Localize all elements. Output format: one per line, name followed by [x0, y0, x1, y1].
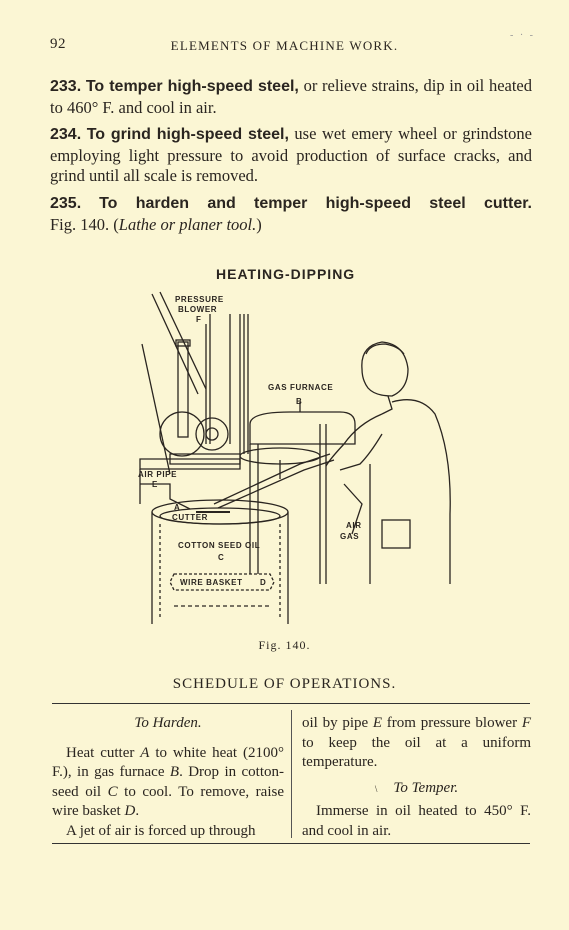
text-run: C	[107, 783, 118, 800]
paragraph-number: 234.	[50, 126, 82, 143]
label-pressure: PRESSURE	[175, 295, 224, 304]
running-title: ELEMENTS OF MACHINE WORK.	[170, 38, 399, 53]
continuation-text	[302, 714, 531, 773]
figure-reference: Fig. 140. (	[50, 214, 119, 234]
schedule-title: SCHEDULE OF OPERATIONS.	[172, 676, 397, 692]
tool-note: Lathe or planer tool.	[118, 214, 257, 234]
heating-dipping-illustration	[130, 284, 460, 630]
label-cutter: CUTTER	[172, 513, 209, 522]
text-run: F	[521, 715, 531, 731]
text-run: from pressure blower	[382, 715, 522, 731]
paragraph-235	[50, 193, 532, 235]
paragraph-lead: To temper high-speed steel,	[85, 78, 299, 95]
text-run: D	[124, 803, 136, 819]
text-run: to white heat (2100° F.), in gas furnace	[52, 744, 284, 780]
label-wire-basket: WIRE BASKET	[180, 578, 243, 587]
harden-column	[52, 714, 284, 841]
corner-mark: - · -	[510, 30, 535, 41]
paragraph-number: 235.	[50, 195, 82, 212]
label-d: D	[260, 578, 267, 587]
paragraph-233	[50, 76, 532, 118]
paragraph-body: use wet emery wheel or grindstone employing light pressure to avoid production of surface cracks, and grind until all scale is removed.	[50, 124, 533, 185]
text-run: A	[140, 744, 150, 761]
label-air-pipe: AIR PIPE	[138, 470, 178, 479]
jet-line: A jet of air is forced up through	[66, 822, 256, 839]
label-c: C	[218, 553, 225, 562]
text-run: B	[169, 764, 180, 780]
temper-text: Immerse in oil heated to 450° F. and cool in air.	[302, 803, 531, 839]
text-run: . Drop in cotton-seed oil	[52, 764, 285, 800]
figure-caption: Fig. 140.	[258, 638, 311, 652]
column-divider	[291, 710, 292, 838]
label-b: B	[296, 397, 303, 406]
label-air: AIR	[346, 521, 362, 530]
temper-heading-row	[302, 779, 531, 800]
paragraph-234	[50, 124, 532, 187]
label-cotton-seed-oil: COTTON SEED OIL	[178, 541, 261, 550]
text-run: to cool. To remove, raise wire basket	[52, 783, 284, 819]
label-blower: BLOWER	[178, 305, 218, 314]
figure-title: HEATING-DIPPING	[216, 266, 356, 282]
paragraph-lead: To harden and temper high-speed steel cutter.	[99, 195, 533, 212]
label-gas-furnace: GAS FURNACE	[268, 383, 334, 392]
paragraph-body: or relieve strains, dip in oil heated to 460° F. and cool in air.	[50, 76, 533, 117]
paragraph-number: 233.	[50, 78, 82, 95]
harden-text	[52, 744, 284, 822]
label-e: E	[152, 480, 158, 489]
text-run: oil by pipe	[302, 715, 373, 731]
text-run: Heat cutter	[66, 744, 141, 761]
temper-heading: To Temper.	[393, 779, 459, 796]
harden-heading: To Harden.	[134, 715, 202, 731]
temper-mark: \	[374, 783, 378, 794]
label-gas: GAS	[340, 532, 360, 541]
label-f: F	[196, 315, 202, 324]
text-run: .	[135, 803, 140, 819]
text-run: to keep the oil at a uniform temperature.	[302, 734, 531, 770]
table-bottom-rule	[52, 843, 530, 844]
text-run: E	[372, 715, 383, 731]
paren-close: )	[256, 214, 262, 234]
page-number: 92	[50, 36, 66, 52]
table-top-rule	[52, 703, 530, 704]
paragraph-lead: To grind high-speed steel,	[86, 126, 289, 143]
label-a: A	[174, 503, 181, 512]
temper-column	[302, 714, 531, 841]
